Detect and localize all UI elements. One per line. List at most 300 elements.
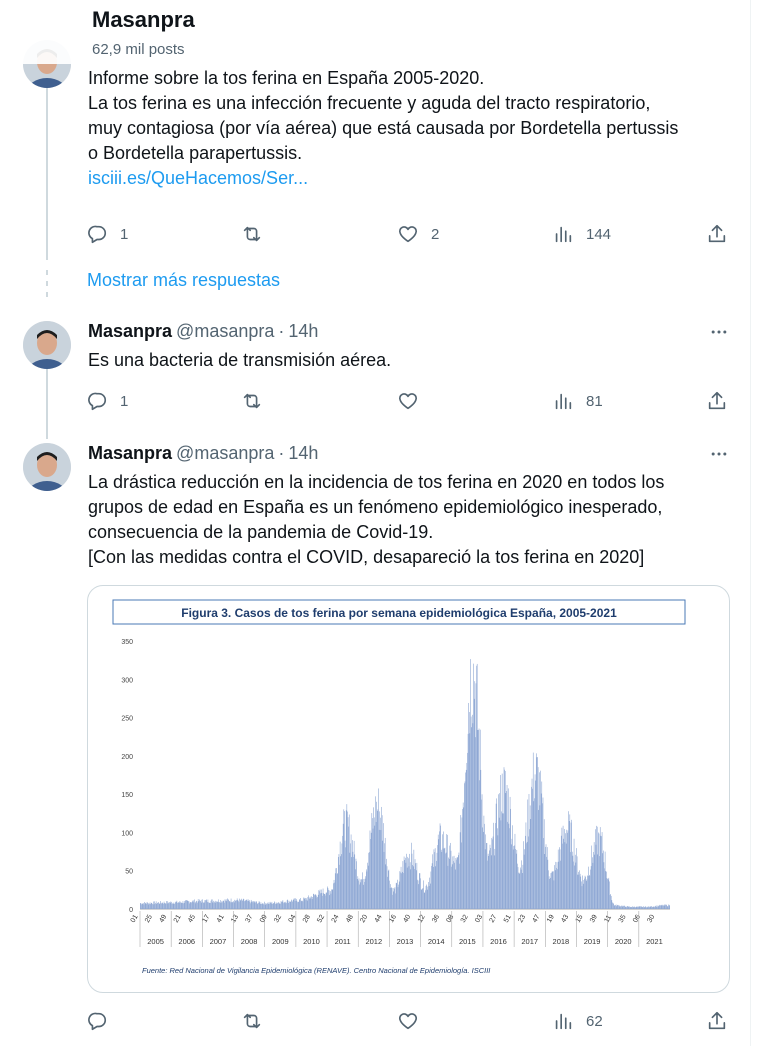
author-handle[interactable]: @masanpra [176,321,275,341]
week-bar [510,797,511,909]
week-bar [262,904,263,909]
week-bar [418,880,419,909]
week-bar [608,878,609,909]
week-bar [179,902,180,909]
week-bar [198,899,199,909]
week-bar [579,875,580,909]
week-bar [172,904,173,909]
week-bar [488,856,489,909]
week-bar [284,903,285,909]
week-bar [615,906,616,909]
week-bar [459,864,460,909]
week-bar [208,900,209,909]
retweet-button[interactable] [241,1008,275,1034]
x-year-label: 2006 [178,937,196,946]
week-bar [419,873,420,909]
week-bar [251,900,252,909]
week-bar [511,844,512,909]
week-bar [149,904,150,909]
week-bar [397,880,398,909]
timestamp[interactable]: 14h [288,321,319,341]
week-bar [552,871,553,909]
week-bar [557,862,558,909]
reply-button[interactable] [86,388,128,414]
week-bar [163,904,164,909]
week-bar [613,904,614,909]
week-bar [513,846,514,909]
week-bar [417,863,418,909]
week-bar [164,902,165,909]
week-bar [333,883,334,909]
tweet-1-link[interactable]: isciii.es/QueHacemos/Ser... [88,168,309,188]
week-bar [598,832,599,909]
week-bar [203,903,204,909]
y-tick-label: 50 [125,868,133,876]
week-bar [339,854,340,909]
week-bar [244,901,245,909]
week-bar [429,886,430,909]
x-week-tick-label: 04 [287,913,298,924]
week-bar [441,850,442,909]
week-bar [145,903,146,909]
week-bar [406,863,407,909]
week-bar [568,830,569,909]
views-button[interactable] [552,221,611,247]
week-bar [461,842,462,909]
week-bar [372,818,373,909]
week-bar [658,906,659,909]
y-tick-label: 100 [121,830,133,838]
week-bar [624,906,625,909]
week-bar [635,907,636,909]
week-bar [324,894,325,909]
week-bar [506,793,507,909]
week-bar [245,900,246,909]
views-count: 144 [586,225,612,243]
week-bar [585,877,586,909]
week-bar [212,902,213,909]
week-bar [601,836,602,909]
author-handle[interactable]: @masanpra [176,443,275,463]
week-bar [612,900,613,909]
week-bar [378,809,379,909]
like-button[interactable] [397,388,431,414]
week-bar [347,812,348,909]
week-bar [501,811,502,909]
week-bar [532,779,533,909]
week-bar [663,906,664,909]
week-bar [457,857,458,909]
week-bar [281,901,282,909]
week-bar [437,845,438,909]
week-bar [652,907,653,909]
week-bar [280,904,281,909]
week-bar [336,868,337,909]
week-bar [200,901,201,909]
week-bar [186,900,187,909]
week-bar [273,903,274,909]
week-bar [584,879,585,909]
author-name[interactable]: Masanpra [88,443,173,463]
week-bar [242,900,243,909]
week-bar [343,809,344,909]
week-bar [512,839,513,909]
week-bar [396,883,397,909]
week-bar [373,829,374,909]
week-bar [350,843,351,909]
week-bar [336,868,337,909]
more-icon [709,444,729,464]
week-bar [301,901,302,909]
thread-gap-indicator [46,270,48,303]
week-bar [202,900,203,909]
share-icon [706,1010,728,1032]
tweet-2-line: Es una bacteria de transmisión aérea. [88,350,392,370]
y-tick-label: 0 [129,907,133,914]
week-bar [625,907,626,910]
week-bar [346,810,347,909]
profile-name: Masanpra [92,7,195,32]
week-bar [632,907,633,909]
week-bar [295,901,296,909]
week-bar [223,901,224,909]
week-bar [607,879,608,909]
x-week-tick-label: 44 [373,913,384,924]
x-week-tick-label: 23 [517,913,528,924]
week-bar [519,874,520,909]
week-bar [452,864,453,909]
week-bar [610,895,611,909]
week-bar [593,852,594,909]
week-bar [576,848,577,909]
week-bar [523,865,524,909]
week-bar [626,907,627,909]
week-bar [513,850,514,909]
week-bar [530,819,531,909]
week-bar [403,861,404,909]
week-bar [238,901,239,909]
week-bar [218,899,219,909]
week-bar [651,906,652,909]
week-bar [502,813,503,909]
share-button[interactable] [706,388,728,414]
tweet-3-line: grupos de edad en España es un fenómeno epidemiológico inesperado, [88,497,663,517]
week-bar [234,900,235,909]
week-bar [657,905,658,909]
x-week-tick-label: 32 [459,913,470,924]
x-week-tick-label: 01 [129,913,140,924]
week-bar [648,906,649,909]
week-bar [540,805,541,909]
week-bar [583,880,584,909]
tweet-1-line: muy contagiosa (por vía aérea) que está causada por Bordetella pertussis [88,118,679,138]
week-bar [549,879,550,909]
week-bar [429,878,430,909]
week-bar [539,772,540,909]
tweet-3-text [88,470,738,570]
week-bar [565,842,566,909]
week-bar [524,855,525,909]
week-bar [201,903,202,909]
week-bar [395,893,396,909]
week-bar [278,903,279,909]
week-bar [213,901,214,909]
week-bar [181,902,182,909]
week-bar [261,902,262,909]
week-bar [354,841,355,909]
week-bar [422,889,423,909]
week-bar [628,906,629,909]
week-bar [618,905,619,909]
week-bar [209,903,210,909]
x-week-tick-label: 48 [344,913,355,924]
x-week-tick-label: 32 [273,913,284,924]
week-bar [665,906,666,909]
week-bar [501,820,502,909]
week-bar [465,773,466,909]
author-name[interactable]: Masanpra [88,321,173,341]
week-bar [504,770,505,909]
x-year-label: 2017 [521,937,539,946]
week-bar [209,903,210,909]
week-bar [178,902,179,909]
x-year-label: 2005 [147,937,164,946]
reply-button[interactable] [86,221,128,247]
week-bar [220,900,221,909]
week-bar [475,737,476,909]
like-count: 2 [431,225,440,243]
week-bar [226,899,227,909]
week-bar [233,901,234,909]
week-bar [669,906,670,909]
week-bar [605,852,606,909]
views-button[interactable] [552,1008,603,1034]
week-bar [632,906,633,909]
week-bar [580,877,581,909]
week-bar [642,907,643,909]
week-bar [481,800,482,909]
week-bar [156,904,157,909]
week-bar [326,893,327,909]
week-bar [656,907,657,909]
week-bar [344,811,345,909]
week-bar [483,832,484,909]
tweet-1-line: Informe sobre la tos ferina en España 2005-2020. [88,68,485,88]
week-bar [258,903,259,909]
week-bar [368,866,369,909]
week-bar [434,849,435,909]
week-bar [488,854,489,909]
more-options-button[interactable] [708,321,730,343]
week-bar [569,814,570,909]
week-bar [555,862,556,909]
week-bar [537,757,538,909]
week-bar [464,783,465,909]
tweet-3-actions [86,1008,732,1034]
like-button[interactable] [397,1008,431,1034]
week-bar [405,858,406,909]
tweet-2-header [88,321,318,342]
show-more-replies-link[interactable]: Mostrar más respuestas [87,270,281,290]
x-week-tick-label: 41 [215,913,226,924]
week-bar [222,901,223,909]
week-bar [292,901,293,909]
week-bar [217,902,218,909]
week-bar [537,757,538,909]
week-bar [270,903,271,909]
week-bar [143,903,144,909]
week-bar [535,781,536,909]
week-bar [240,900,241,909]
week-bar [599,856,600,909]
week-bar [141,903,142,909]
week-bar [315,894,316,909]
week-bar [621,906,622,909]
week-bar [462,817,463,909]
views-button[interactable] [552,388,603,414]
week-bar [230,901,231,909]
like-button[interactable] [397,221,439,247]
reply-button[interactable] [86,1008,120,1034]
week-bar [566,844,567,909]
week-bar [494,855,495,909]
week-bar [552,871,553,909]
week-bar [476,683,477,909]
week-bar [162,902,163,909]
week-bar [638,907,639,909]
week-bar [283,900,284,909]
week-bar [445,854,446,909]
tweet-2-actions [86,388,732,414]
week-bar [300,900,301,909]
avatar[interactable] [23,321,71,369]
week-bar [252,901,253,909]
tweet-1-line: La tos ferina es una infección frecuente y aguda del tracto respiratorio, [88,93,651,113]
week-bar [460,832,461,909]
x-week-tick-label: 40 [402,913,413,924]
x-year-label: 2016 [490,937,507,946]
week-bar [350,853,351,909]
week-bar [265,905,266,909]
more-options-button[interactable] [708,443,730,465]
week-bar [408,858,409,909]
week-bar [532,789,533,909]
week-bar [604,862,605,909]
week-bar [219,902,220,909]
week-bar [342,836,343,909]
week-bar [289,902,290,909]
week-bar [274,901,275,909]
week-bar [225,901,226,909]
share-button[interactable] [706,221,728,247]
week-bar [396,883,397,909]
week-bar [304,899,305,909]
week-bar [306,900,307,909]
week-bar [223,901,224,909]
week-bar [235,901,236,909]
week-bar [279,903,280,909]
week-bar [547,847,548,909]
week-bar [666,905,667,909]
week-bar [474,699,475,909]
week-bar [278,902,279,909]
x-week-tick-label: 17 [201,913,212,924]
x-year-label: 2013 [396,937,414,946]
avatar[interactable] [23,443,71,491]
week-bar [379,811,380,909]
week-bar [268,904,269,909]
week-bar [290,901,291,909]
week-bar [571,823,572,909]
week-bar [498,794,499,909]
x-week-tick-label: 11 [603,914,614,924]
week-bar [150,902,151,909]
week-bar [627,906,628,909]
retweet-button[interactable] [241,221,275,247]
week-bar [247,901,248,909]
week-bar [424,893,425,909]
week-bar [596,845,597,909]
week-bar [515,834,516,909]
week-bar [228,899,229,909]
week-bar [363,885,364,909]
week-bar [392,895,393,909]
x-axis [130,911,663,947]
week-bar [410,869,411,909]
week-bar [663,905,664,909]
week-bar [255,902,256,909]
week-bar [512,825,513,909]
timestamp[interactable]: 14h [288,443,319,463]
week-bar [291,900,292,909]
week-bar [224,903,225,909]
week-bar [636,906,637,909]
week-bar [297,902,298,909]
retweet-button[interactable] [241,388,275,414]
week-bar [421,889,422,909]
week-bar [414,850,415,909]
week-bar [610,894,611,909]
week-bar [326,893,327,909]
week-bar [404,856,405,909]
week-bar [357,876,358,909]
week-bar [376,822,377,909]
week-bar [292,902,293,909]
week-bar [248,901,249,909]
week-bar [479,729,480,909]
week-bar [492,838,493,909]
week-bar [591,866,592,909]
week-bar [277,903,278,909]
week-bar [191,903,192,909]
week-bar [207,902,208,909]
week-bar [554,865,555,909]
week-bar [412,854,413,909]
week-bar [208,902,209,909]
week-bar [657,907,658,909]
week-bar [468,703,469,909]
week-bar [367,863,368,909]
share-button[interactable] [706,1008,728,1034]
week-bar [443,832,444,910]
share-icon [706,223,728,245]
week-bar [246,900,247,909]
week-bar [456,858,457,909]
media-image-card[interactable] [87,585,730,993]
week-bar [546,857,547,909]
week-bar [294,898,295,909]
week-bar [237,898,238,909]
